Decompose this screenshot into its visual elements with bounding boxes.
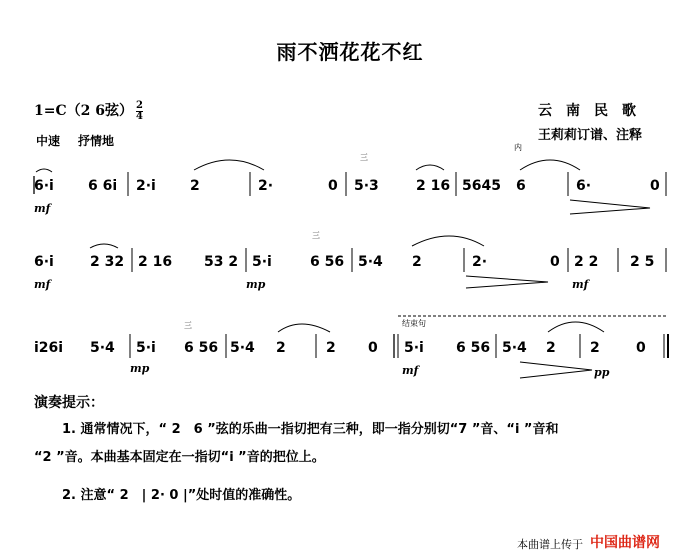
key-label: 1=C（2 6弦） bbox=[34, 103, 133, 119]
note: 6· bbox=[576, 178, 592, 194]
dynamic-mark: pp bbox=[594, 366, 610, 379]
note: 5645 bbox=[462, 178, 501, 194]
note: 2 bbox=[412, 254, 422, 270]
note: 0 bbox=[368, 340, 378, 356]
tip-line-3: 2. 注意“ 2 | 2· 0 |”处时值的准确性。 bbox=[62, 488, 301, 503]
note: i26i bbox=[34, 340, 64, 356]
footer-text: 本曲谱上传于 bbox=[517, 538, 583, 551]
score-row-2 bbox=[34, 231, 666, 291]
score-row-3 bbox=[34, 316, 668, 379]
note: 2 2 bbox=[574, 254, 599, 270]
dynamic-mark: mf bbox=[34, 278, 51, 291]
note: 6·i bbox=[34, 178, 54, 194]
dynamic-mark: mf bbox=[34, 202, 51, 215]
ending-label: 结束句 bbox=[402, 319, 426, 328]
fingering-mark: 三 bbox=[360, 153, 368, 162]
note: 2 bbox=[546, 340, 556, 356]
song-origin: 云南民歌 bbox=[538, 103, 650, 119]
score-author: 王莉莉订谱、注释 bbox=[538, 128, 643, 143]
site-logo[interactable]: 中国曲谱网 bbox=[590, 535, 660, 551]
note: 6 bbox=[516, 178, 526, 194]
note: 2 16 bbox=[138, 254, 173, 270]
note: 0 bbox=[328, 178, 338, 194]
note: 6 6i bbox=[88, 178, 118, 194]
note: 5·3 bbox=[354, 178, 379, 194]
note: 5·4 bbox=[358, 254, 383, 270]
note: 53 2 bbox=[204, 254, 239, 270]
tips-title: 演奏提示： bbox=[34, 395, 104, 411]
note: 6·i bbox=[34, 254, 54, 270]
fingering-mark: 内 bbox=[514, 143, 522, 152]
note: 2· bbox=[472, 254, 488, 270]
note: 5·4 bbox=[90, 340, 115, 356]
note: 5·i bbox=[252, 254, 272, 270]
tip-line-1: 1. 通常情况下，“ 2 6 ”弦的乐曲一指切把有三种，即一指分别切“7 ”音、“i ”音和 bbox=[62, 422, 559, 437]
note: 2 16 bbox=[416, 178, 451, 194]
note: 5·4 bbox=[230, 340, 255, 356]
tip-line-2: “2 ”音。本曲基本固定在一指切“i ”音的把位上。 bbox=[34, 450, 325, 465]
note: 5·4 bbox=[502, 340, 527, 356]
note: 2 5 bbox=[630, 254, 655, 270]
note: 5·i bbox=[404, 340, 424, 356]
page-title: 雨不洒花花不红 bbox=[276, 40, 424, 64]
tempo-expression: 抒情地 bbox=[78, 134, 115, 148]
dynamic-mark: mf bbox=[572, 278, 589, 291]
note: 0 bbox=[650, 178, 660, 194]
note: 2 bbox=[276, 340, 286, 356]
note: 2 32 bbox=[90, 254, 125, 270]
note: 6 56 bbox=[456, 340, 491, 356]
dynamic-mark: mf bbox=[402, 364, 419, 377]
score-row-1 bbox=[34, 142, 666, 215]
fingering-mark: 三 bbox=[312, 231, 320, 240]
fingering-mark: 三 bbox=[184, 321, 192, 330]
note: 2·i bbox=[136, 178, 156, 194]
dynamic-mark: mp bbox=[246, 278, 266, 291]
note: 2· bbox=[258, 178, 274, 194]
note: 6 56 bbox=[310, 254, 345, 270]
note: 2 bbox=[590, 340, 600, 356]
note: 6 56 bbox=[184, 340, 219, 356]
note: 5·i bbox=[136, 340, 156, 356]
tempo-speed: 中速 bbox=[36, 134, 61, 148]
note: 2 bbox=[190, 178, 200, 194]
dynamic-mark: mp bbox=[130, 362, 150, 375]
note: 0 bbox=[550, 254, 560, 270]
note: 2 bbox=[326, 340, 336, 356]
time-signature: $\frac{2}{4}$ bbox=[135, 99, 143, 122]
note: 0 bbox=[636, 340, 646, 356]
